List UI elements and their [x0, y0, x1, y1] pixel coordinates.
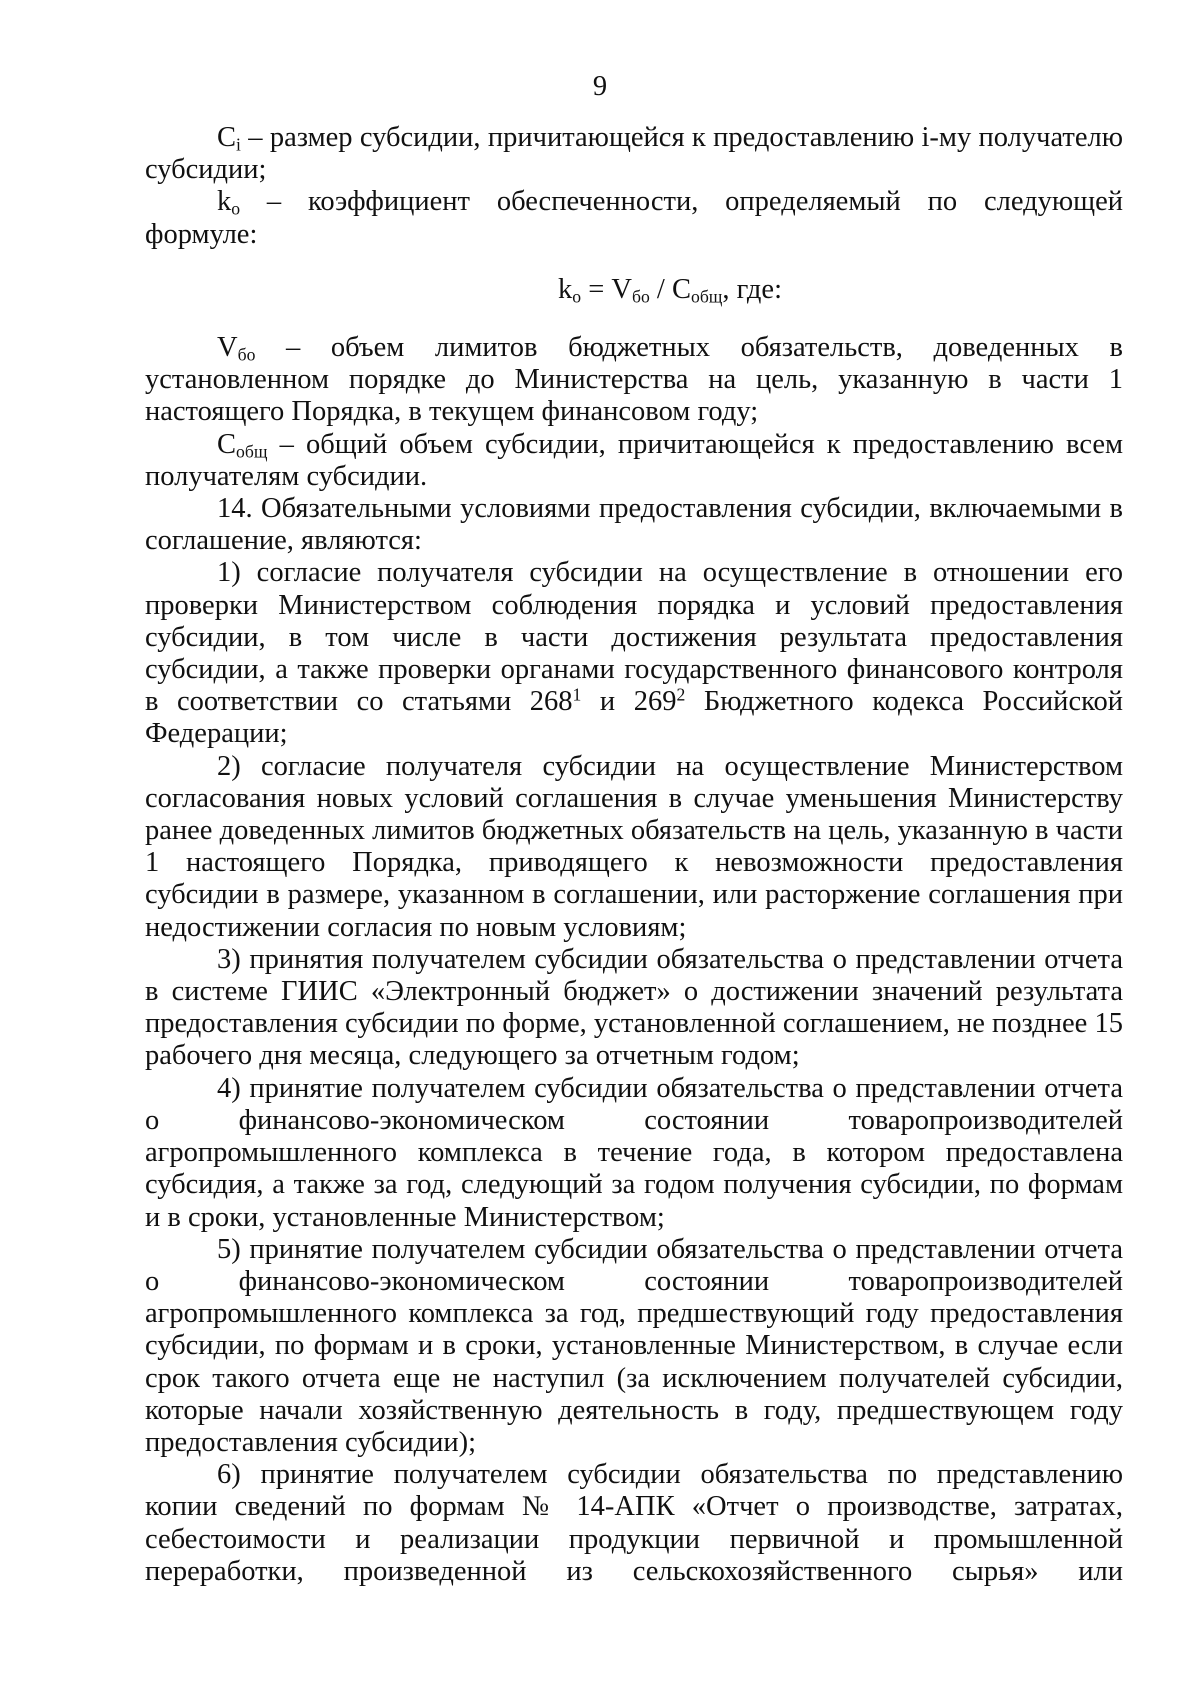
symbol-v: V — [217, 332, 238, 364]
item-1-text-before: 1) согласие получателя субсидии на осуществление в отношении его проверки Министерством соблюдения порядка и условий предоставления субсидии, в том числе в части достижения результата предоставления субсидии, а также проверки органами государственного финансового контроля в соответствии со статьями 268 — [145, 557, 1123, 718]
vbo-word: бюджетных — [568, 332, 710, 364]
symbol-vbo — [217, 332, 255, 364]
page-number: 9 — [592, 71, 608, 102]
clause-14-item-2: 2) согласие получателя субсидии на осуществление Министерством согласования новых условий соглашения в случае уменьшения Министерству ранее доведенных лимитов бюджетных обязательств на цель, указанную в части 1 настоящего Порядка, приводящего к невозможности предоставления субсидии в размере, указанном в соглашении, или расторжение соглашения при недостижении согласия по новым условиям; — [145, 750, 1123, 943]
vbo-word: обязательств, — [740, 332, 903, 364]
vbo-word: объем — [330, 332, 405, 364]
item-1-text-middle: и 269 — [581, 686, 677, 718]
clause-14-item-6: 6) принятие получателем субсидии обязательства по представлению копии сведений по формам № 14-АПК «Отчет о производстве, затратах, себестоимости и реализации продукции первичной и промышленной переработки, произведенной из сельскохозяйственного сырья» или — [145, 1459, 1123, 1587]
subscript-obsh: общ — [236, 441, 268, 462]
document-body — [145, 122, 1123, 1588]
symbol-c: C — [217, 428, 237, 460]
vbo-word: – — [286, 332, 301, 364]
definition-ci-text: – размер субсидии, причитающейся к предоставлению i-му получателю субсидии; — [145, 122, 1123, 186]
subscript-o: о — [231, 198, 241, 219]
definition-cobsh-text: – общий объем субсидии, причитающейся к предоставлению всем получателям субсидии. — [145, 428, 1123, 492]
definition-cobsh — [145, 429, 1123, 493]
formula-equals: = — [581, 273, 612, 305]
symbol-k: k — [217, 186, 232, 218]
definition-vbo-text: установленном порядке до Министерства на цель, указанную в части 1 настоящего Порядка, в текущем финансовом году; — [145, 364, 1123, 428]
vbo-word: в — [1109, 332, 1123, 364]
definition-vbo — [145, 332, 1123, 429]
definition-ko — [145, 186, 1123, 250]
definition-vbo-first-line — [145, 332, 1123, 364]
definition-ko-text: – коэффициент обеспеченности, определяемый по следующей формуле: — [145, 186, 1123, 250]
clause-14-item-3: 3) принятия получателем субсидии обязательства о представлении отчета в системе ГИИС «Электронный бюджет» о достижении значений результата предоставления субсидии по форме, установленной соглашением, не позднее 15 рабочего дня месяца, следующего за отчетным годом; — [145, 943, 1123, 1072]
formula-v-sub: бо — [631, 286, 650, 307]
formula-divide: / — [649, 273, 672, 305]
subscript-bo: бо — [237, 344, 256, 365]
item-1-sup-1: 1 — [572, 684, 582, 705]
vbo-word: лимитов — [434, 332, 538, 364]
symbol-c: C — [217, 122, 237, 153]
clause-14-item-4: 4) принятие получателем субсидии обязательства о представлении отчета о финансово-экономическом состоянии товаропроизводителей агропромышленного комплекса в течение года, в котором предоставлена субсидия, а также за год, следующий за годом получения субсидии, по формам и в сроки, установленные Министерством; — [145, 1072, 1123, 1233]
formula-v: V — [611, 273, 632, 305]
clause-14-item-1 — [145, 557, 1123, 750]
coefficient-formula — [145, 274, 1123, 306]
clause-14: 14. Обязательными условиями предоставления субсидии, включаемыми в соглашение, являются: — [145, 493, 1123, 557]
formula-k: k — [557, 273, 573, 305]
formula-tail: , где: — [722, 273, 782, 305]
formula-k-sub: о — [572, 286, 582, 307]
subscript-i: i — [236, 134, 241, 155]
clause-14-item-5: 5) принятие получателем субсидии обязательства о представлении отчета о финансово-экономическом состоянии товаропроизводителей агропромышленного комплекса за год, предшествующий году предоставления субсидии, по формам и в сроки, установленные Министерством, в случае если срок такого отчета еще не наступил (за исключением получателей субсидии, которые начали хозяйственную деятельность в году, предшествующем году предоставления субсидии); — [145, 1233, 1123, 1458]
item-1-text-after: Бюджетного кодекса Российской Федерации; — [145, 686, 1123, 750]
vbo-word: доведенных — [933, 332, 1079, 364]
formula-c: C — [671, 273, 691, 305]
item-1-sup-2: 2 — [676, 684, 686, 705]
formula-c-sub: общ — [690, 286, 723, 307]
definition-ci — [145, 122, 1123, 186]
